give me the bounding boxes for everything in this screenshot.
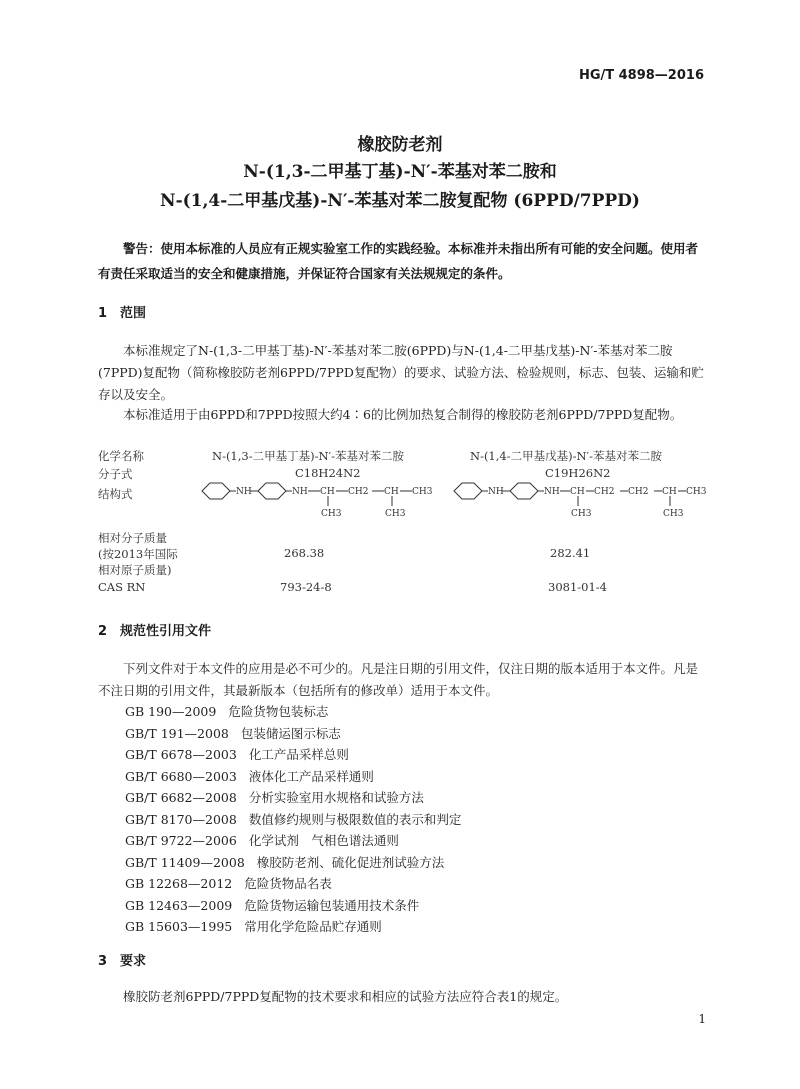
reference-item — [125, 874, 332, 892]
reference-code: GB/T 8170—2008 — [125, 811, 237, 827]
nh-label-a2: NH — [292, 487, 308, 497]
reference-item — [125, 745, 349, 763]
reference-item — [125, 853, 444, 871]
reference-item — [125, 724, 341, 742]
reference-title: 危险货物品名表 — [244, 876, 332, 891]
chem-b-name: N-(1,4-二甲基戊基)-N′-苯基对苯二胺 — [470, 449, 663, 463]
ch3-label-a3: CH3 — [385, 509, 406, 519]
reference-title: 化学试剂 气相色谱法通则 — [248, 833, 399, 848]
benzene-ring-3 — [454, 483, 482, 499]
nh-label-a1: NH — [236, 487, 252, 497]
reference-code: GB/T 191—2008 — [125, 725, 229, 741]
chem-b-cas: 3081-01-4 — [548, 580, 607, 594]
benzene-ring-2 — [258, 483, 286, 499]
chem-formula-label: 分子式 — [98, 467, 133, 481]
chem-a-name: N-(1,3-二甲基丁基)-N′-苯基对苯二胺 — [212, 449, 405, 463]
chem-b-mass: 282.41 — [550, 546, 591, 560]
standard-number: HG/T 4898—2016 — [578, 68, 704, 83]
safety-warning: 警告：使用本标准的人员应有正规实验室工作的实践经验。本标准并未指出所有可能的安全问题。使用者有责任采取适当的安全和健康措施，并保证符合国家有关法规规定的条件。 — [98, 241, 699, 281]
chem-a-formula: C18H24N2 — [295, 466, 361, 480]
title-line-2: N-(1,3-二甲基丁基)-N′-苯基对苯二胺和 — [243, 162, 557, 182]
reference-title: 包装储运图示标志 — [240, 725, 341, 741]
ch-label-b2: CH — [662, 487, 677, 497]
section-3-heading: 3 要求 — [98, 954, 147, 969]
scope-paragraph-2: 本标准适用于由6PPD和7PPD按照大约4∶6的比例加热复合制得的橡胶防老剂6PPD/7PPD复配物。 — [123, 407, 683, 422]
reference-title: 常用化学危险品贮存通则 — [244, 919, 382, 934]
reference-code: GB/T 11409—2008 — [125, 854, 245, 870]
reference-code: GB 12463—2009 — [125, 897, 233, 913]
structure-7ppd — [444, 476, 714, 522]
nh-label-b2: NH — [544, 487, 560, 497]
reference-item — [125, 810, 461, 828]
reference-item — [125, 767, 374, 785]
structure-6ppd — [192, 476, 462, 522]
chem-mass-label-3: 相对原子质量) — [98, 563, 172, 577]
reference-title: 液体化工产品采样通则 — [248, 768, 374, 784]
reference-title: 危险货物运输包装通用技术条件 — [244, 897, 420, 913]
title-line-1: 橡胶防老剂 — [357, 135, 443, 155]
title-line-3: N-(1,4-二甲基戊基)-N′-苯基对苯二胺复配物 (6PPD/7PPD) — [160, 191, 640, 211]
section-2-heading: 2 规范性引用文件 — [98, 624, 212, 639]
ch2-label-a1: CH2 — [348, 487, 369, 497]
benzene-ring-1 — [202, 483, 230, 499]
benzene-ring-4 — [510, 483, 538, 499]
page-number: 1 — [698, 1012, 706, 1026]
section-1-heading: 1 范围 — [98, 306, 147, 321]
reference-code: GB/T 9722—2006 — [125, 833, 237, 848]
chem-a-cas: 793-24-8 — [280, 580, 332, 594]
reference-item — [125, 788, 424, 806]
reference-title: 危险货物包装标志 — [228, 704, 329, 719]
reference-code: GB 190—2009 — [125, 704, 217, 719]
scope-paragraph-1: 本标准规定了N-(1,3-二甲基丁基)-N′-苯基对苯二胺(6PPD)与N-(1,4-二甲基戊基)-N′-苯基对苯二胺(7PPD)复配物（简称橡胶防老剂6PPD/7PPD复配物）的要求、试验方法、检验规则，标志、包装、运输和贮存以及安全。 — [98, 343, 704, 402]
ch3-label-a2: CH3 — [321, 509, 342, 519]
chem-structure-label: 结构式 — [98, 487, 133, 501]
reference-code: GB/T 6680—2003 — [125, 768, 237, 784]
reference-item — [125, 896, 419, 914]
chem-b-formula: C19H26N2 — [545, 466, 611, 480]
chem-a-mass: 268.38 — [284, 546, 325, 560]
reference-item — [125, 702, 328, 720]
ch3-label-a1: CH3 — [412, 487, 433, 497]
ch-label-a1: CH — [320, 487, 335, 497]
reference-title: 数值修约规则与极限数值的表示和判定 — [248, 811, 462, 827]
reference-code: GB/T 6678—2003 — [125, 747, 237, 762]
reference-code: GB/T 6682—2008 — [125, 790, 237, 805]
ch-label-b1: CH — [570, 487, 585, 497]
ch3-label-b2: CH3 — [571, 509, 592, 519]
ch-label-a2: CH — [384, 487, 399, 497]
reference-code: GB 12268—2012 — [125, 876, 233, 891]
reference-title: 分析实验室用水规格和试验方法 — [248, 790, 424, 805]
ch2-label-b1: CH2 — [594, 487, 615, 497]
reference-title: 橡胶防老剂、硫化促进剂试验方法 — [256, 854, 445, 870]
ch3-label-b1: CH3 — [686, 487, 707, 497]
reference-item — [125, 917, 382, 935]
ch2-label-b2: CH2 — [628, 487, 649, 497]
refs-intro: 下列文件对于本文件的应用是必不可少的。凡是注日期的引用文件，仅注日期的版本适用于本文件。凡是不注日期的引用文件，其最新版本（包括所有的修改单）适用于本文件。 — [98, 661, 699, 698]
reference-item — [125, 831, 399, 849]
ch3-label-b3: CH3 — [663, 509, 684, 519]
reference-code: GB 15603—1995 — [125, 919, 233, 934]
chem-cas-label: CAS RN — [98, 580, 146, 594]
requirements-paragraph: 橡胶防老剂6PPD/7PPD复配物的技术要求和相应的试验方法应符合表1的规定。 — [123, 989, 568, 1004]
chem-mass-label-2: (按2013年国际 — [98, 547, 178, 561]
reference-title: 化工产品采样总则 — [248, 747, 349, 762]
chem-name-label: 化学名称 — [98, 449, 144, 463]
nh-label-b1: NH — [488, 487, 504, 497]
chem-mass-label-1: 相对分子质量 — [98, 531, 167, 545]
